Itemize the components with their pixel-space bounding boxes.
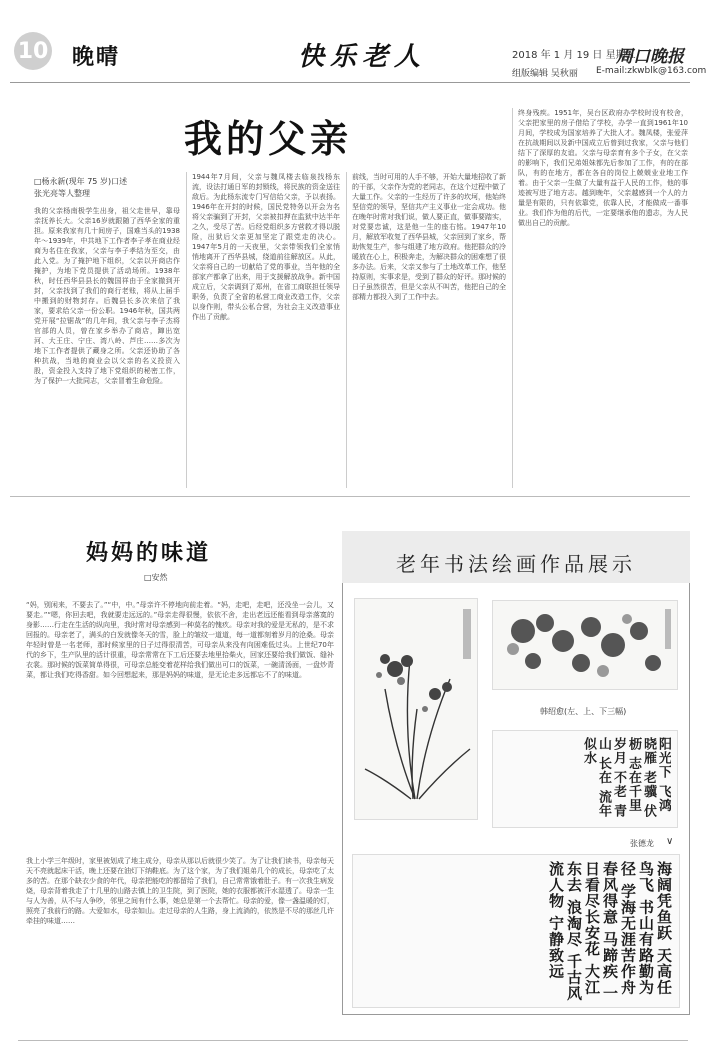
article-headline: 我的父亲	[184, 116, 353, 161]
page-number-badge: 10	[14, 32, 52, 70]
calligraphy-upper-text: 阳光下 飞鸿 晓雁 老骥 伏枥 志在千里 岁月 不老 青山 长在 流年 似水	[581, 737, 671, 819]
contact-email[interactable]: E-mail:zkwblk@163.com	[596, 66, 707, 76]
issue-date: 2018 年 1 月 19 日 星期五	[512, 50, 636, 61]
blossom-painting-art	[493, 601, 678, 690]
article2-column-1: “妈，别闲来，不要去了。”“中，中。”母亲许不停地向前走着。“妈，走吧，走吧，还没坐一会儿，又要走。”“嗯，你回去吧，我就要走远远的。”母亲走得很慢，依依不舍，走出老远还能看到母亲落寞的身影……行走在生活的纵向里，我时常对母亲感到一种莫名的愧疚。母亲对我的爱是无私的，是不求回报的。母亲老了，满头的白发就像冬天的雪，脸上的皱纹一道道，每一道都刻着岁月的沧桑。母亲年轻时曾是一名老师，那时候家里的日子过得很清苦，可母亲从来没有向困难低过头。上世纪70年代的乡下，生产队里的活计很重，母亲常常在下工后还要去地里拾柴火，回家还要给我们做饭、缝补衣裳。那时候的饭菜简单得很，可母亲总能变着花样给我们做出可口的饭菜，一碗清汤面，一盘炒青菜，都让我们吃得香甜。如今回想起来，那是妈妈的味道，是无论走多远都忘不了的味道。	[26, 601, 334, 679]
header-divider	[10, 82, 690, 83]
column-divider	[512, 108, 513, 488]
byline-author: □杨永新(现年 75 岁)口述	[34, 177, 128, 186]
calligraphy-lower-text: 海阔凭鱼跃 天高任鸟飞 书山有路勤为径 学海无涯苦作舟 春风得意 马蹄疾 一日看尽长安花 大江东去 浪淘尽 千古风流人物 宁静致远	[547, 861, 673, 1002]
calligraphy-lower	[352, 854, 680, 1008]
article-column-1: 我的父亲杨南极学生出身，祖父走世早，靠母亲抚养长大。父亲16岁就跟随了西华全家的重担。原来我家有几十间房子，国难当头的1938年～1939年，中共地下工作者李子孝在商业经商为名住在我家，父亲与李子孝结为至交，由此入党。为了掩护地下组织，父亲以开商店作掩护，为地下党员提供了活动场所。1938年秋，时任西华县县长的魏国祥由于全家撤到开封，父亲找到了我们的商行老账，将从上届手中搬到的财物封存。后魏县长多次来信了我家，要求给父亲一份公职。1946年秋，国共两党开展“拉锯战”的几年间，我父亲与李子杰将官部的人员，曾在家乡举办了商店，蹿出宽河、大王庄、宁庄、湾八岭、芦庄……多次为地下工作者提供了藏身之所。父亲还协助了各种抗战，当地的商业会以父亲的名义投资入股，资金投入支持了地下党组织的秘密工作，为了保护一大批同志，父亲冒着生命危险。	[34, 207, 180, 385]
article2-headline: 妈妈的味道	[86, 540, 212, 566]
column-divider	[186, 172, 187, 488]
gallery-title: 老年书法绘画作品展示	[396, 552, 636, 576]
calligraphy-upper	[492, 730, 678, 828]
article-column-3: 前线，当时可用的人手不够，开始大量地招收了新的干部，父亲作为党的老同志，在这个过程中做了大量工作。父亲的一生经历了许多的坎坷，他始终坚信党的领导，坚信共产主义事业一定会成功。他在晚年时常对我们说，做人要正直，做事要踏实，对党要忠诚，这是他一生的座右铭。1947年10月，解放军收复了西华县城，父亲回到了家乡，帮助恢复生产，参与组建了地方政府。他把群众的冷暖放在心上，积极奔走，为解决群众的困难想了很多办法。后来，父亲又参与了土地改革工作，他坚持原则，实事求是，受到了群众的好评。那时候的日子虽然很苦，但是父亲从不叫苦，他把自己的全部精力都投入到了工作中去。	[352, 173, 506, 301]
article-column-2: 1944年7月间，父亲与魏凤楼去临泉找杨东流，设法打通日军的封锁线，将民族的资金送往敌后。为此杨东流专门写信给父亲，予以表扬。1946年在开封的时候，国民党特务以开会为名将父亲骗到了开封，父亲被扣押在监狱中达半年之久，受尽了苦。后经党组织多方营救才得以脱险，出狱后父亲更加坚定了跟党走的决心。1947年5月的一天夜里，父亲带领我们全家悄悄地离开了西华县城，绕道前往解放区。从此，父亲将自己的一切献给了党的事业，当年他的全部家产都拿了出来，用于支援解放战争。新中国成立后，父亲调到了郑州，在省工商联担任领导职务，负责了全省的私营工商业改造工作，父亲以身作则，带头公私合营，为社会主义改造事业作出了贡献。	[192, 173, 340, 321]
orchid-painting	[354, 598, 478, 820]
article-byline	[34, 176, 127, 200]
edition-name: 晚晴	[72, 44, 121, 70]
column-divider	[346, 172, 347, 488]
painting-caption: 韩绍愈(左、上、下三幅)	[540, 707, 627, 716]
article-column-4: 终身残疾。1951年，吴台区政府办学校时没有校舍，父亲把家里的房子借给了学校，办学一直到1961年10月间，学校成为国家培养了大批人才。魏凤楼，张爱萍在抗战期间以及新中国成立后曾到过我家，父亲与他们结下了深厚的友谊。父亲与母亲育有多个子女，在父亲的影响下，我们兄弟姐妹都先后参加了工作，有的在部队，有的在地方，都在各自的岗位上兢兢业业地工作着。由于父亲一生做了大量有益于人民的工作，他的事迹被写进了地方志。越到晚年，父亲越感到一个人的力量是有限的，只有依靠党，依靠人民，才能做成一番事业。我们作为他的后代，一定要继承他的遗志，为人民做出自己的贡献。	[518, 109, 688, 227]
byline-editor: 张光亮等人整理	[34, 189, 90, 198]
calligraphy-caption: 张德龙	[630, 839, 654, 848]
blossom-painting	[492, 600, 678, 690]
section-title: 快乐老人	[298, 42, 427, 72]
page-bottom-rule	[18, 1040, 688, 1041]
chevron-down-icon: ∨	[666, 836, 674, 847]
article2-byline: □安然	[144, 573, 168, 582]
newspaper-logo: 周口晚报	[616, 47, 684, 67]
orchid-painting-art	[355, 599, 478, 820]
article2-column-2: 我上小学三年级时，家里被划成了地主成分，母亲从那以后就很少笑了。为了让我们读书，母亲每天天不亮就起床干活，晚上还要在油灯下纳鞋底。为了这个家，为了我们姐弟几个的成长，母亲吃了太多的苦。在那个缺衣少食的年代，母亲把能吃的都留给了我们，自己常常饿着肚子。有一次我生病发烧，母亲背着我走了十几里的山路去镇上的卫生院，到了医院，她的衣服都被汗水湿透了。母亲一生与人为善，从不与人争吵，邻里之间有什么事，她总是第一个去帮忙。母亲的爱，像一盏温暖的灯，照亮了我前行的路。大爱如水，母亲如山。走过母亲的人生路，身上流淌的，依然是不尽的那丝几许牵挂的味道……	[26, 857, 334, 925]
section-divider	[10, 496, 690, 497]
layout-editor: 组版编辑 吴秋丽	[512, 69, 578, 79]
